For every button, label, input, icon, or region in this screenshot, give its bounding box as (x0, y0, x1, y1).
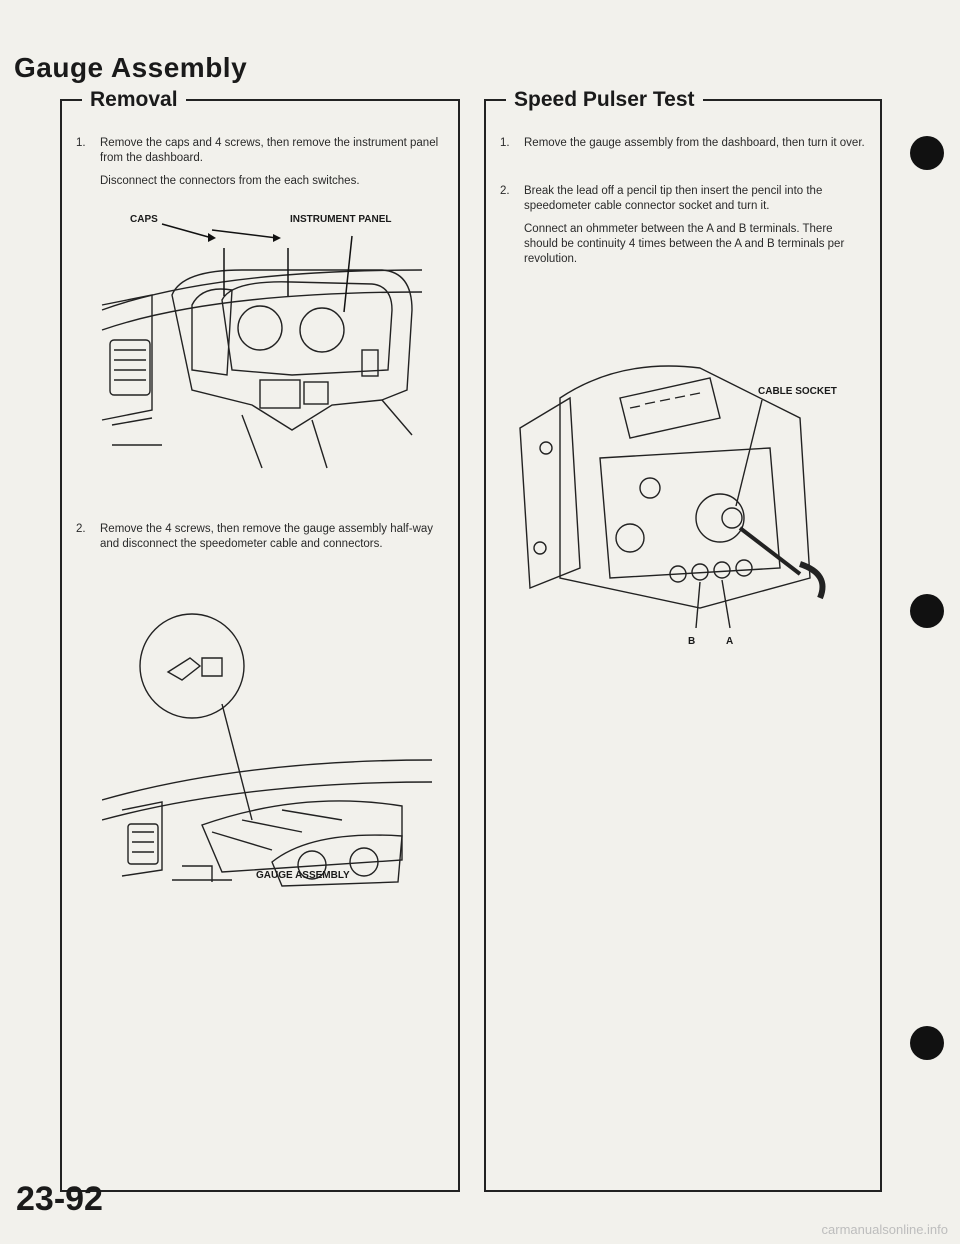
cable-socket-figure (500, 338, 870, 658)
binder-hole-marker (910, 1026, 944, 1060)
step-text: Break the lead off a pencil tip then insert the pencil into the speedometer cable connector socket and turn it. (524, 185, 823, 212)
gauge-assembly-label: GAUGE ASSEMBLY (256, 870, 350, 881)
step-text: Remove the 4 screws, then remove the gauge assembly half-way and disconnect the speedometer cable and connectors. (100, 523, 434, 550)
caps-label: CAPS (130, 214, 158, 225)
pulser-step-1 (500, 136, 868, 159)
step-number: 2. (76, 523, 86, 535)
step-text-2: Disconnect the connectors from the each switches. (100, 175, 360, 187)
gauge-assembly-figure (102, 610, 442, 890)
step-number: 1. (500, 137, 510, 149)
step-text-2: Connect an ohmmeter between the A and B terminals. There should be continuity 4 times between the A and B terminals per revolution. (524, 223, 845, 265)
terminal-a-label: A (726, 636, 734, 647)
instrument-panel-label: INSTRUMENT PANEL (290, 214, 392, 225)
watermark: carmanualsonline.info (821, 1222, 948, 1237)
cable-socket-label: CABLE SOCKET (758, 386, 837, 397)
removal-step-1 (76, 136, 446, 197)
removal-section (60, 88, 460, 1192)
speed-pulser-heading: Speed Pulser Test (506, 88, 703, 112)
instrument-panel-figure (92, 200, 432, 470)
binder-hole-marker (910, 136, 944, 170)
page-title: Gauge Assembly (14, 52, 248, 83)
binder-hole-marker (910, 594, 944, 628)
step-number: 2. (500, 185, 510, 197)
speed-pulser-header (484, 86, 882, 114)
removal-step-2 (76, 522, 446, 560)
page-number: 23-92 (16, 1180, 103, 1218)
step-text: Remove the caps and 4 screws, then remove the instrument panel from the dashboard. (100, 137, 439, 164)
speed-pulser-section (484, 88, 882, 1192)
removal-heading: Removal (82, 88, 186, 112)
pulser-step-2 (500, 184, 868, 275)
terminal-b-label: B (688, 636, 696, 647)
step-text: Remove the gauge assembly from the dashboard, then turn it over. (524, 137, 865, 149)
step-number: 1. (76, 137, 86, 149)
removal-header (60, 86, 460, 114)
